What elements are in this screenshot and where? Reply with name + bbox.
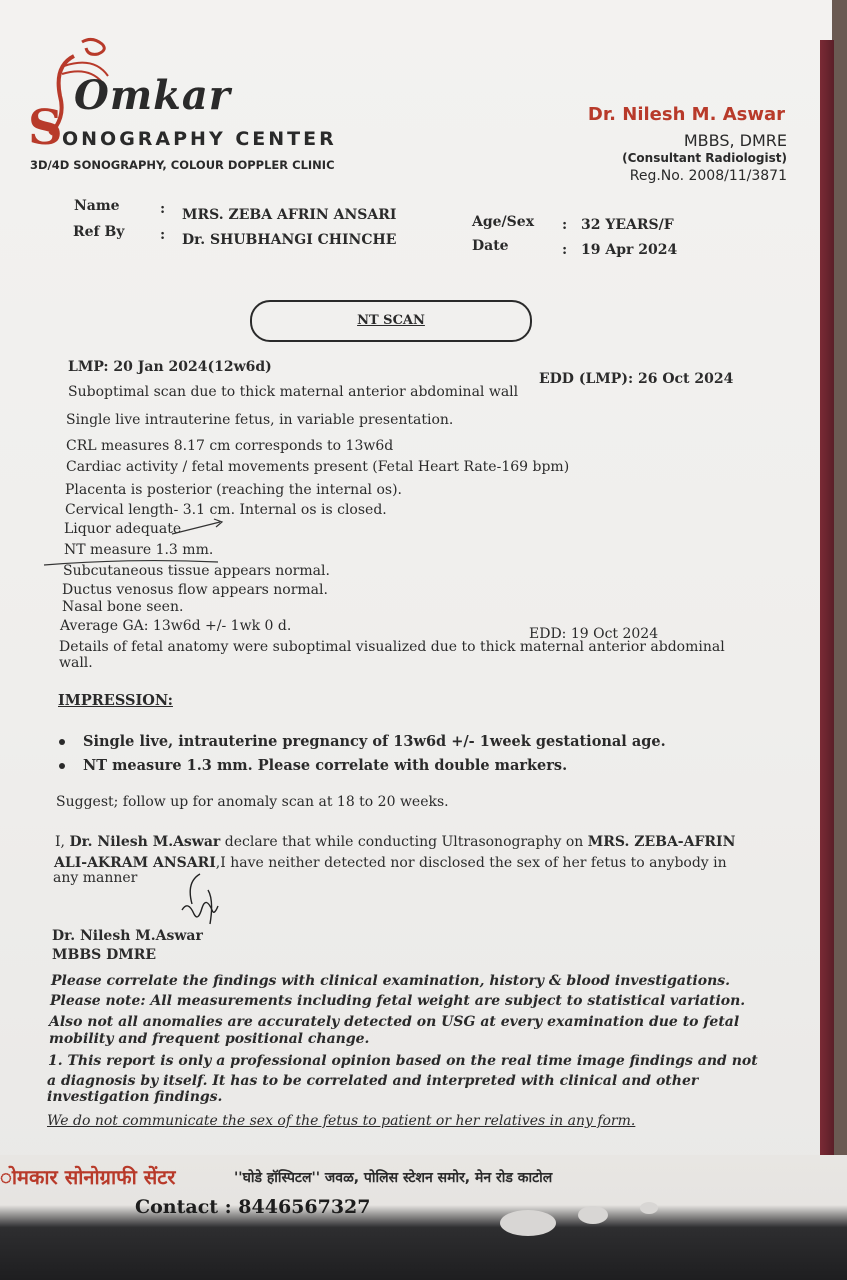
date-label: Date — [472, 238, 509, 254]
report-date: 19 Apr 2024 — [581, 242, 678, 258]
details-line: wall. — [59, 655, 93, 671]
center-tagline: 3D/4D SONOGRAPHY, COLOUR DOPPLER CLINIC — [30, 158, 335, 172]
logo-wordmark: Omkar — [74, 72, 231, 119]
finding-line: NT measure 1.3 mm. — [64, 542, 214, 558]
declaration-text: ,I have neither detected nor disclosed the sex of her fetus to anybody in — [215, 855, 727, 871]
suboptimal-note: Suboptimal scan due to thick maternal anterior abdominal wall — [68, 384, 519, 400]
finding-line: Cardiac activity / fetal movements present (Fetal Heart Rate-169 bpm) — [66, 459, 570, 475]
doctor-degree: MBBS, DMRE — [683, 131, 787, 150]
report-title: NT SCAN — [357, 313, 425, 328]
declaration-patient: MRS. ZEBA-AFRIN — [587, 834, 736, 850]
impression-heading: IMPRESSION: — [58, 692, 173, 709]
footer-center-name: ोमकार सोनोग्राफी सेंटर — [0, 1165, 176, 1189]
doctor-role: (Consultant Radiologist) — [622, 151, 787, 165]
disclaimer-line: Also not all anomalies are accurately detected on USG at every examination due to fetal — [49, 1014, 740, 1030]
finding-line: Liquor adequate — [64, 521, 182, 537]
doctor-reg: Reg.No. 2008/11/3871 — [629, 168, 787, 184]
doctor-name: Dr. Nilesh M. Aswar — [587, 104, 785, 125]
declaration-text: I, — [55, 834, 70, 850]
finding-line: CRL measures 8.17 cm corresponds to 13w6d — [66, 438, 394, 454]
disclaimer-line: 1. This report is only a professional opinion based on the real time image findings and not — [48, 1053, 758, 1069]
patient-name: MRS. ZEBA AFRIN ANSARI — [182, 207, 397, 223]
edd-lmp: EDD (LMP): 26 Oct 2024 — [539, 371, 734, 387]
footer-decor — [578, 1206, 608, 1224]
disclaimer-line: a diagnosis by itself. It has to be correlated and interpreted with clinical and other — [47, 1073, 699, 1089]
declaration-text: any manner — [53, 870, 138, 886]
finding-line: Nasal bone seen. — [62, 599, 184, 615]
age-label: Age/Sex — [472, 214, 535, 230]
ref-doctor: Dr. SHUBHANGI CHINCHE — [182, 232, 397, 248]
colon: : — [160, 201, 166, 217]
signatory-degree: MBBS DMRE — [52, 947, 157, 963]
name-label: Name — [74, 198, 120, 214]
sex-disclosure-notice: We do not communicate the sex of the fetus to patient or her relatives in any form. — [47, 1113, 636, 1129]
colon: : — [160, 227, 166, 243]
disclaimer-line: Please note: All measurements including fetal weight are subject to statistical variation. — [50, 993, 746, 1009]
finding-line: Cervical length- 3.1 cm. Internal os is closed. — [65, 502, 387, 518]
bullet-icon — [59, 763, 65, 769]
finding-line: Placenta is posterior (reaching the internal os). — [65, 482, 402, 498]
footer-decor — [500, 1210, 556, 1236]
colon: : — [562, 217, 568, 233]
declaration-doctor: Dr. Nilesh M.Aswar — [69, 834, 221, 850]
center-name: ONOGRAPHY CENTER — [62, 128, 337, 150]
signature-icon — [178, 870, 226, 928]
footer-decor — [640, 1202, 658, 1214]
finding-line: Average GA: 13w6d +/- 1wk 0 d. — [60, 618, 292, 634]
details-line: Details of fetal anatomy were suboptimal visualized due to thick maternal anterior abdominal — [59, 639, 725, 655]
impression-item: Single live, intrauterine pregnancy of 13w6d +/- 1week gestational age. — [83, 733, 666, 750]
colon: : — [562, 242, 568, 258]
ref-label: Ref By — [73, 224, 125, 240]
pen-stroke — [170, 516, 230, 538]
bullet-icon — [59, 739, 65, 745]
disclaimer-line: mobility and frequent positional change. — [49, 1031, 370, 1047]
logo-initial: S — [28, 100, 63, 156]
finding-line: Single live intrauterine fetus, in variable presentation. — [66, 412, 454, 428]
declaration-text: declare that while conducting Ultrasonography on — [220, 834, 588, 850]
age-sex-value: 32 YEARS/F — [581, 217, 674, 233]
edd-line: EDD: 19 Oct 2024 — [529, 626, 659, 642]
footer-contact: Contact : 8446567327 — [135, 1196, 371, 1218]
footer-address: ''घोडे हॉस्पिटल'' जवळ, पोलिस स्टेशन समोर, मेन रोड काटोल — [234, 1170, 553, 1186]
disclaimer-line: Please correlate the findings with clinical examination, history & blood investigations. — [51, 973, 731, 989]
declaration-patient: ALI-AKRAM ANSARI — [54, 855, 216, 871]
disclaimer-line: investigation findings. — [47, 1089, 223, 1105]
lmp-line: LMP: 20 Jan 2024(12w6d) — [68, 359, 272, 375]
impression-item: NT measure 1.3 mm. Please correlate with double markers. — [83, 757, 568, 774]
suggestion: Suggest; follow up for anomaly scan at 18 to 20 weeks. — [56, 794, 449, 810]
signatory-name: Dr. Nilesh M.Aswar — [52, 928, 203, 944]
report-title-box — [250, 300, 532, 342]
page-edge — [820, 40, 834, 1160]
finding-line: Subcutaneous tissue appears normal. — [63, 563, 330, 579]
finding-line: Ductus venosus flow appears normal. — [62, 582, 328, 598]
